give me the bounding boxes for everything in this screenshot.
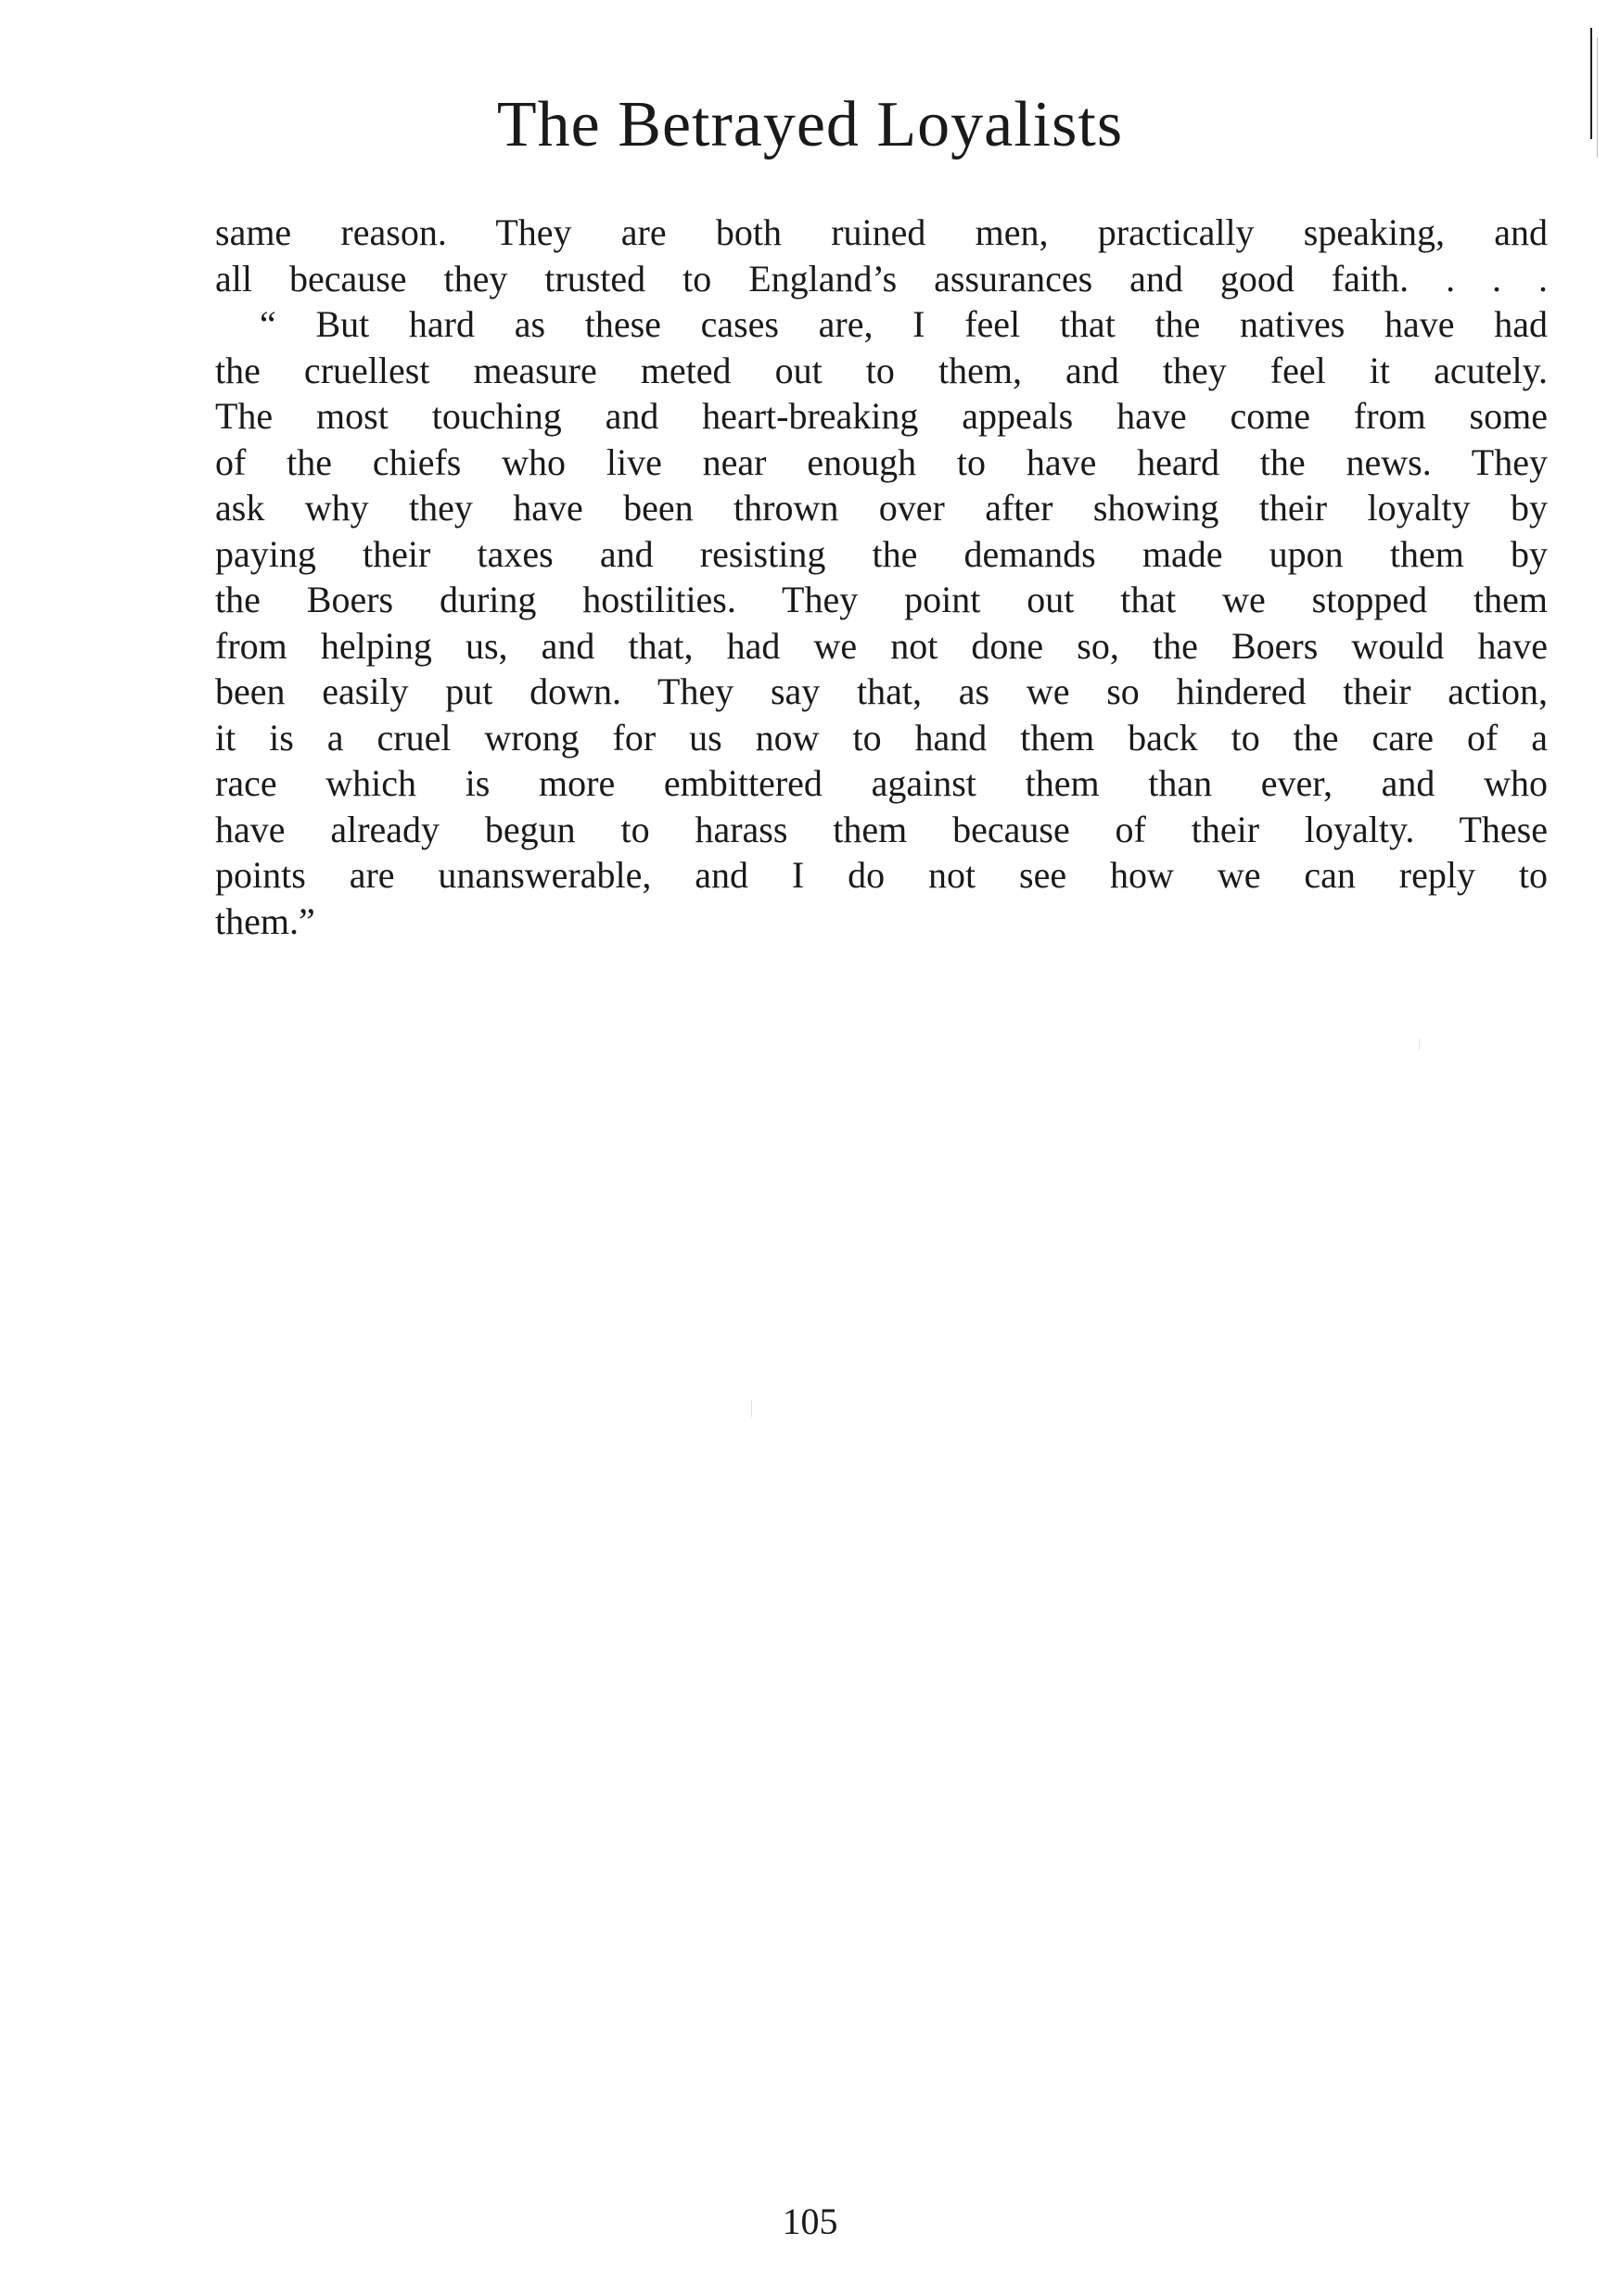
running-head: The Betrayed Loyalists	[496, 89, 1124, 160]
body-text	[215, 210, 1548, 944]
paper-speck	[751, 1400, 752, 1417]
text-line: it is a cruel wrong for us now to hand them back to the care of a	[215, 716, 1548, 759]
text-line: “ But hard as these cases are, I feel that the natives have had	[260, 303, 1548, 345]
text-line: The most touching and heart-breaking appeals have come from some	[215, 395, 1548, 437]
text-line: ask why they have been thrown over after showing their loyalty by	[215, 487, 1548, 529]
text-line: have already begun to harass them because of their loyalty. These	[215, 808, 1548, 850]
text-line: them.”	[215, 899, 315, 942]
text-line: paying their taxes and resisting the demands made upon them by	[215, 532, 1548, 575]
text-line: points are unanswerable, and I do not see how we can reply to	[215, 854, 1548, 896]
text-line: the cruellest measure meted out to them, and they feel it acutely.	[215, 349, 1548, 391]
text-line: the Boers during hostilities. They point out that we stopped them	[215, 579, 1548, 620]
text-line: from helping us, and that, had we not done so, the Boers would have	[215, 624, 1548, 667]
text-line: race which is more embittered against them than ever, and who	[215, 762, 1548, 804]
text-line: been easily put down. They say that, as we so hindered their action,	[215, 670, 1548, 712]
text-line: of the chiefs who live near enough to have heard the news. They	[215, 440, 1548, 483]
text-line: all because they trusted to England’s assurances and good faith. . . .	[215, 257, 1548, 300]
paper-speck	[1419, 1039, 1420, 1050]
text-line: same reason. They are both ruined men, practically speaking, and	[215, 211, 1548, 253]
page-number: 105	[782, 2200, 838, 2242]
